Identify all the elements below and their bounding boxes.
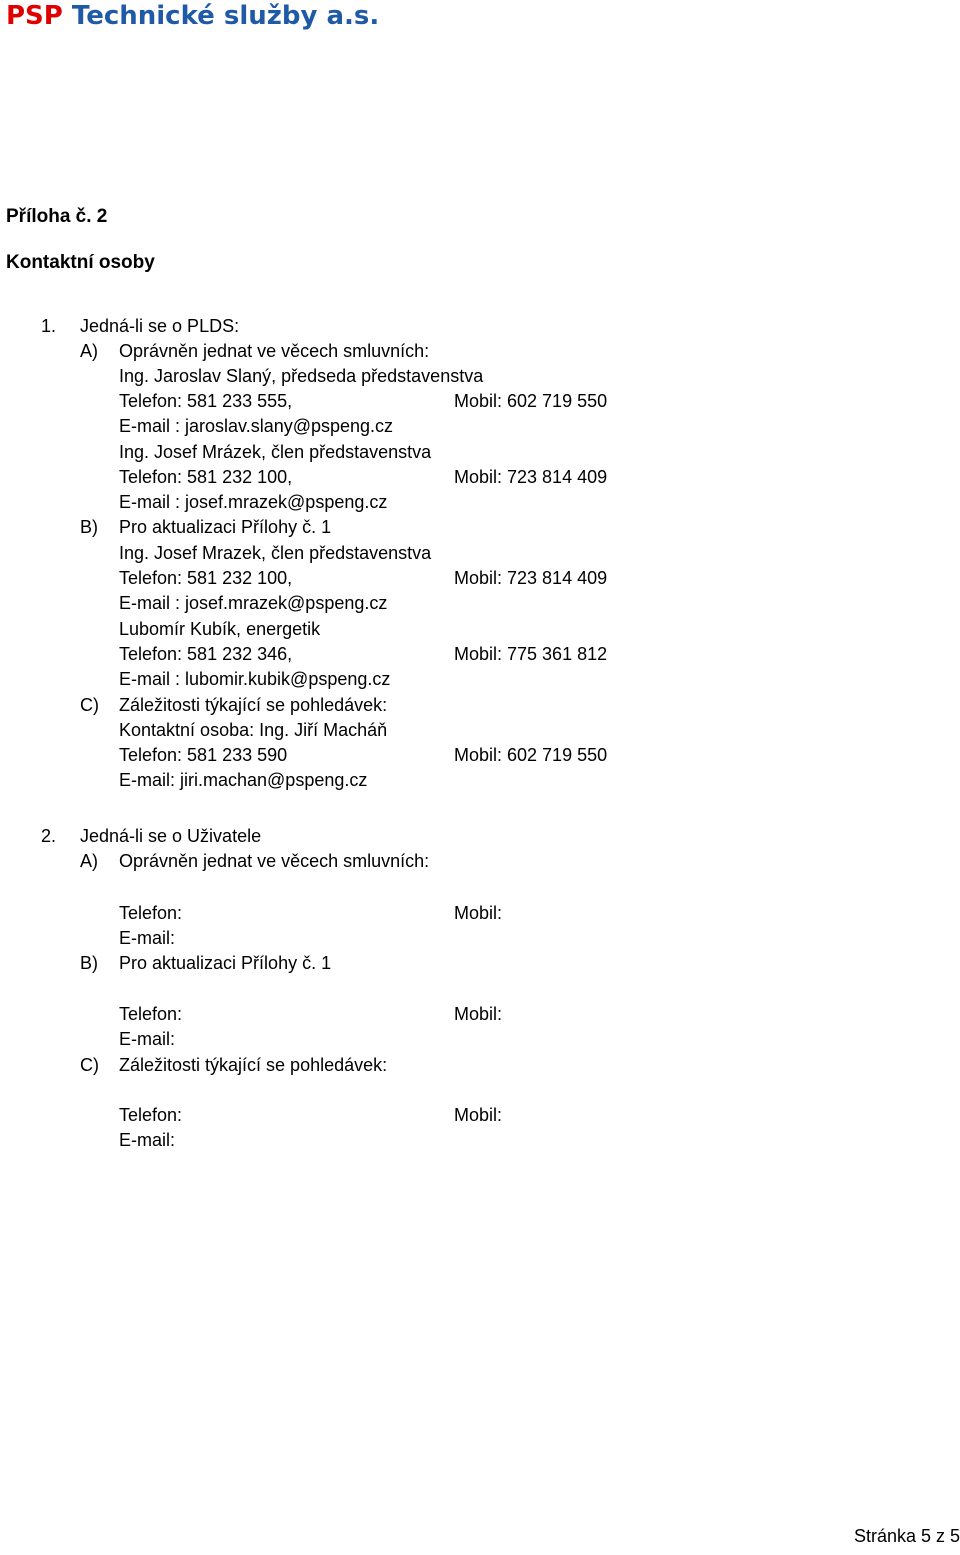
section1-c-title: Záležitosti týkající se pohledávek:	[119, 695, 388, 715]
section1-heading: Jedná-li se o PLDS:	[80, 316, 240, 336]
section2-a-title: Oprávněn jednat ve věcech smluvních:	[119, 851, 430, 871]
page-number: Stránka 5 z 5	[853, 1526, 960, 1546]
section2-b-label: B)	[80, 953, 98, 973]
contact-email: E-mail : josef.mrazek@pspeng.cz	[119, 593, 388, 613]
contact-mobile: Mobil: 602 719 550	[454, 391, 608, 411]
section2-b-title: Pro aktualizaci Přílohy č. 1	[119, 953, 332, 973]
contact-email: E-mail:	[119, 928, 176, 948]
contact-mobile: Mobil: 775 361 812	[454, 644, 608, 664]
contact-mobile: Mobil:	[454, 903, 503, 923]
logo-psp: PSP	[6, 1, 63, 31]
contact-name: Ing. Josef Mrázek, člen představenstva	[119, 442, 432, 462]
contact-phone: Telefon: 581 232 346,	[119, 644, 293, 664]
contact-mobile: Mobil: 723 814 409	[454, 467, 608, 487]
section1-number: 1.	[41, 316, 57, 336]
section2-c-title: Záležitosti týkající se pohledávek:	[119, 1055, 388, 1075]
contact-mobile: Mobil:	[454, 1004, 503, 1024]
contact-name: Ing. Jaroslav Slaný, předseda představenstva	[119, 366, 484, 386]
contact-phone: Telefon:	[119, 1004, 183, 1024]
section2-heading: Jedná-li se o Uživatele	[80, 826, 262, 846]
company-logo	[6, 3, 379, 29]
section2-a-label: A)	[80, 851, 98, 871]
contact-name: Kontaktní osoba: Ing. Jiří Macháň	[119, 720, 388, 740]
contact-name: Ing. Josef Mrazek, člen představenstva	[119, 543, 432, 563]
section1-b-label: B)	[80, 517, 98, 537]
contact-email: E-mail : josef.mrazek@pspeng.cz	[119, 492, 388, 512]
contact-phone: Telefon: 581 233 590	[119, 745, 288, 765]
section1-a-label: A)	[80, 341, 98, 361]
contact-phone: Telefon:	[119, 1105, 183, 1125]
contact-mobile: Mobil: 602 719 550	[454, 745, 608, 765]
section1-a-title: Oprávněn jednat ve věcech smluvních:	[119, 341, 430, 361]
section2-number: 2.	[41, 826, 57, 846]
contact-phone: Telefon:	[119, 903, 183, 923]
contact-email: E-mail : lubomir.kubik@pspeng.cz	[119, 669, 391, 689]
contact-email: E-mail:	[119, 1029, 176, 1049]
page-subtitle: Kontaktní osoby	[6, 252, 155, 273]
contact-phone: Telefon: 581 233 555,	[119, 391, 293, 411]
contact-email: E-mail:	[119, 1130, 176, 1150]
section1-c-label: C)	[80, 695, 99, 715]
contact-email: E-mail: jiri.machan@pspeng.cz	[119, 770, 368, 790]
contact-mobile: Mobil: 723 814 409	[454, 568, 608, 588]
contact-name: Lubomír Kubík, energetik	[119, 619, 321, 639]
attachment-title: Příloha č. 2	[6, 206, 108, 227]
contact-mobile: Mobil:	[454, 1105, 503, 1125]
contact-phone: Telefon: 581 232 100,	[119, 568, 293, 588]
section1-b-title: Pro aktualizaci Přílohy č. 1	[119, 517, 332, 537]
section2-c-label: C)	[80, 1055, 99, 1075]
logo-company-name: Technické služby a.s.	[71, 1, 380, 31]
contact-email: E-mail : jaroslav.slany@pspeng.cz	[119, 416, 394, 436]
contact-phone: Telefon: 581 232 100,	[119, 467, 293, 487]
